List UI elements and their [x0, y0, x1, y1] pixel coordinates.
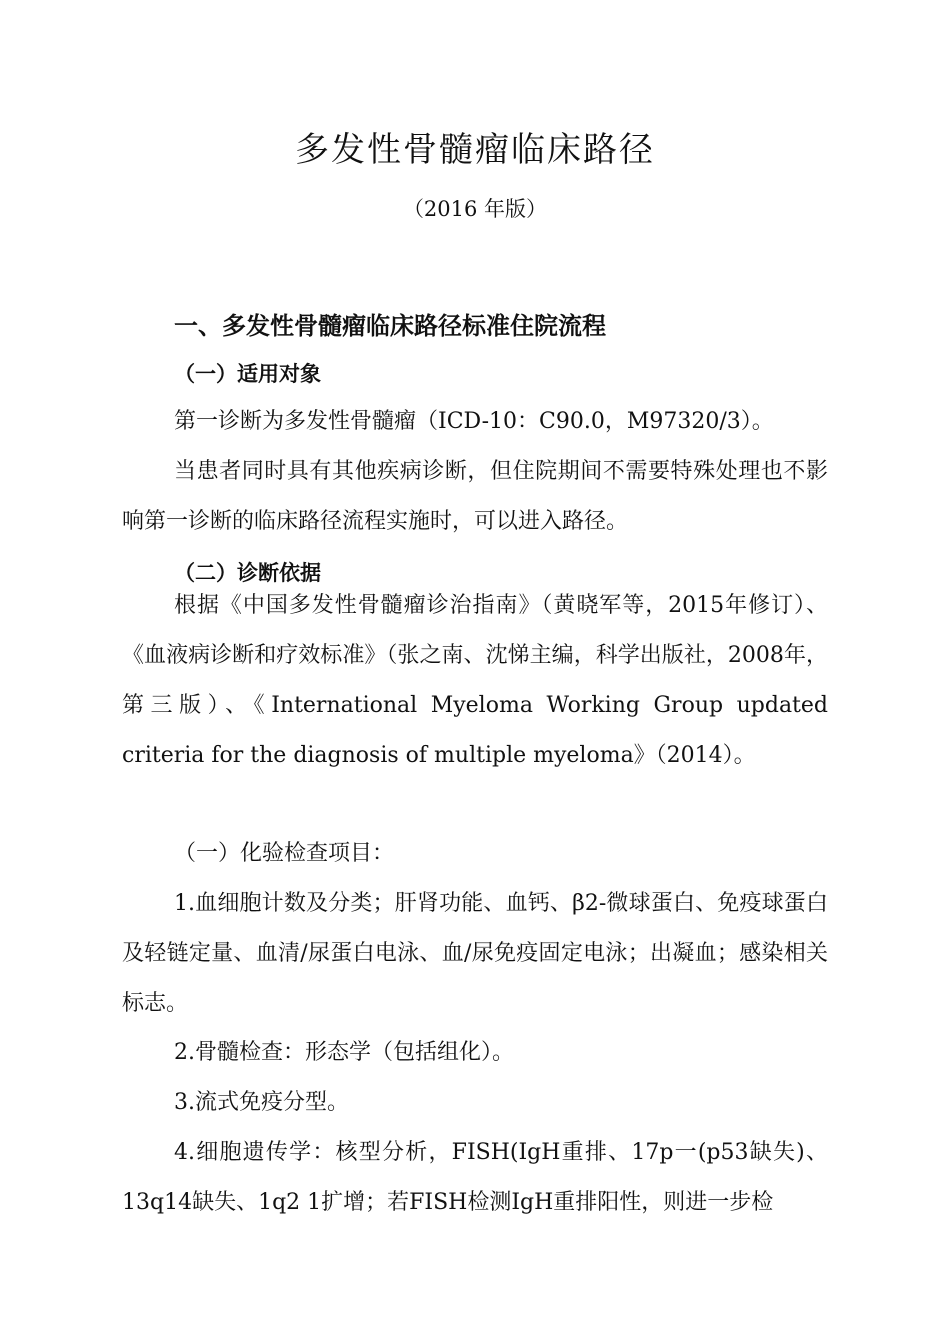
paragraph-comorbidity: 当患者同时具有其他疾病诊断，但住院期间不需要特殊处理也不影响第一诊断的临床路径流程实施时，可以进入路径。 [122, 459, 828, 534]
lab-heading: （一）化验检查项目： [174, 841, 395, 866]
document-edition: （2016 年版） [402, 197, 548, 221]
lab-item-3: 3.流式免疫分型。 [174, 1090, 349, 1115]
lab-item-2: 2.骨髓检查：形态学（包括组化）。 [174, 1040, 514, 1065]
paragraph-diagnosis-basis: 根据《中国多发性骨髓瘤诊治指南》（黄晓军等，2015年修订）、《血液病诊断和疗效标准》（张之南、沈悌主编，科学出版社，2008年，第三版）、《International Myeloma Working Group updated criteria for the diagnosis of multiple myeloma》（2014）。 [122, 593, 828, 768]
subsection-heading-applicable: （一）适用对象 [174, 362, 321, 386]
section-heading: 一、多发性骨髓瘤临床路径标准住院流程 [174, 312, 606, 340]
lab-item-4: 4.细胞遗传学：核型分析，FISH(IgH重排、17p一(p53缺失)、13q14缺失、1q2 1扩增；若FISH检测IgH重排阳性，则进一步检 [122, 1140, 828, 1215]
lab-item-1: 1.血细胞计数及分类；肝肾功能、血钙、β2-微球蛋白、免疫球蛋白及轻链定量、血清/尿蛋白电泳、血/尿免疫固定电泳；出凝血；感染相关标志。 [122, 891, 828, 1016]
document-title: 多发性骨髓瘤临床路径 [295, 130, 655, 170]
subsection-heading-diagnosis: （二）诊断依据 [174, 561, 321, 585]
paragraph-first-diagnosis: 第一诊断为多发性骨髓瘤（ICD-10：C90.0，M97320/3）。 [174, 409, 774, 434]
